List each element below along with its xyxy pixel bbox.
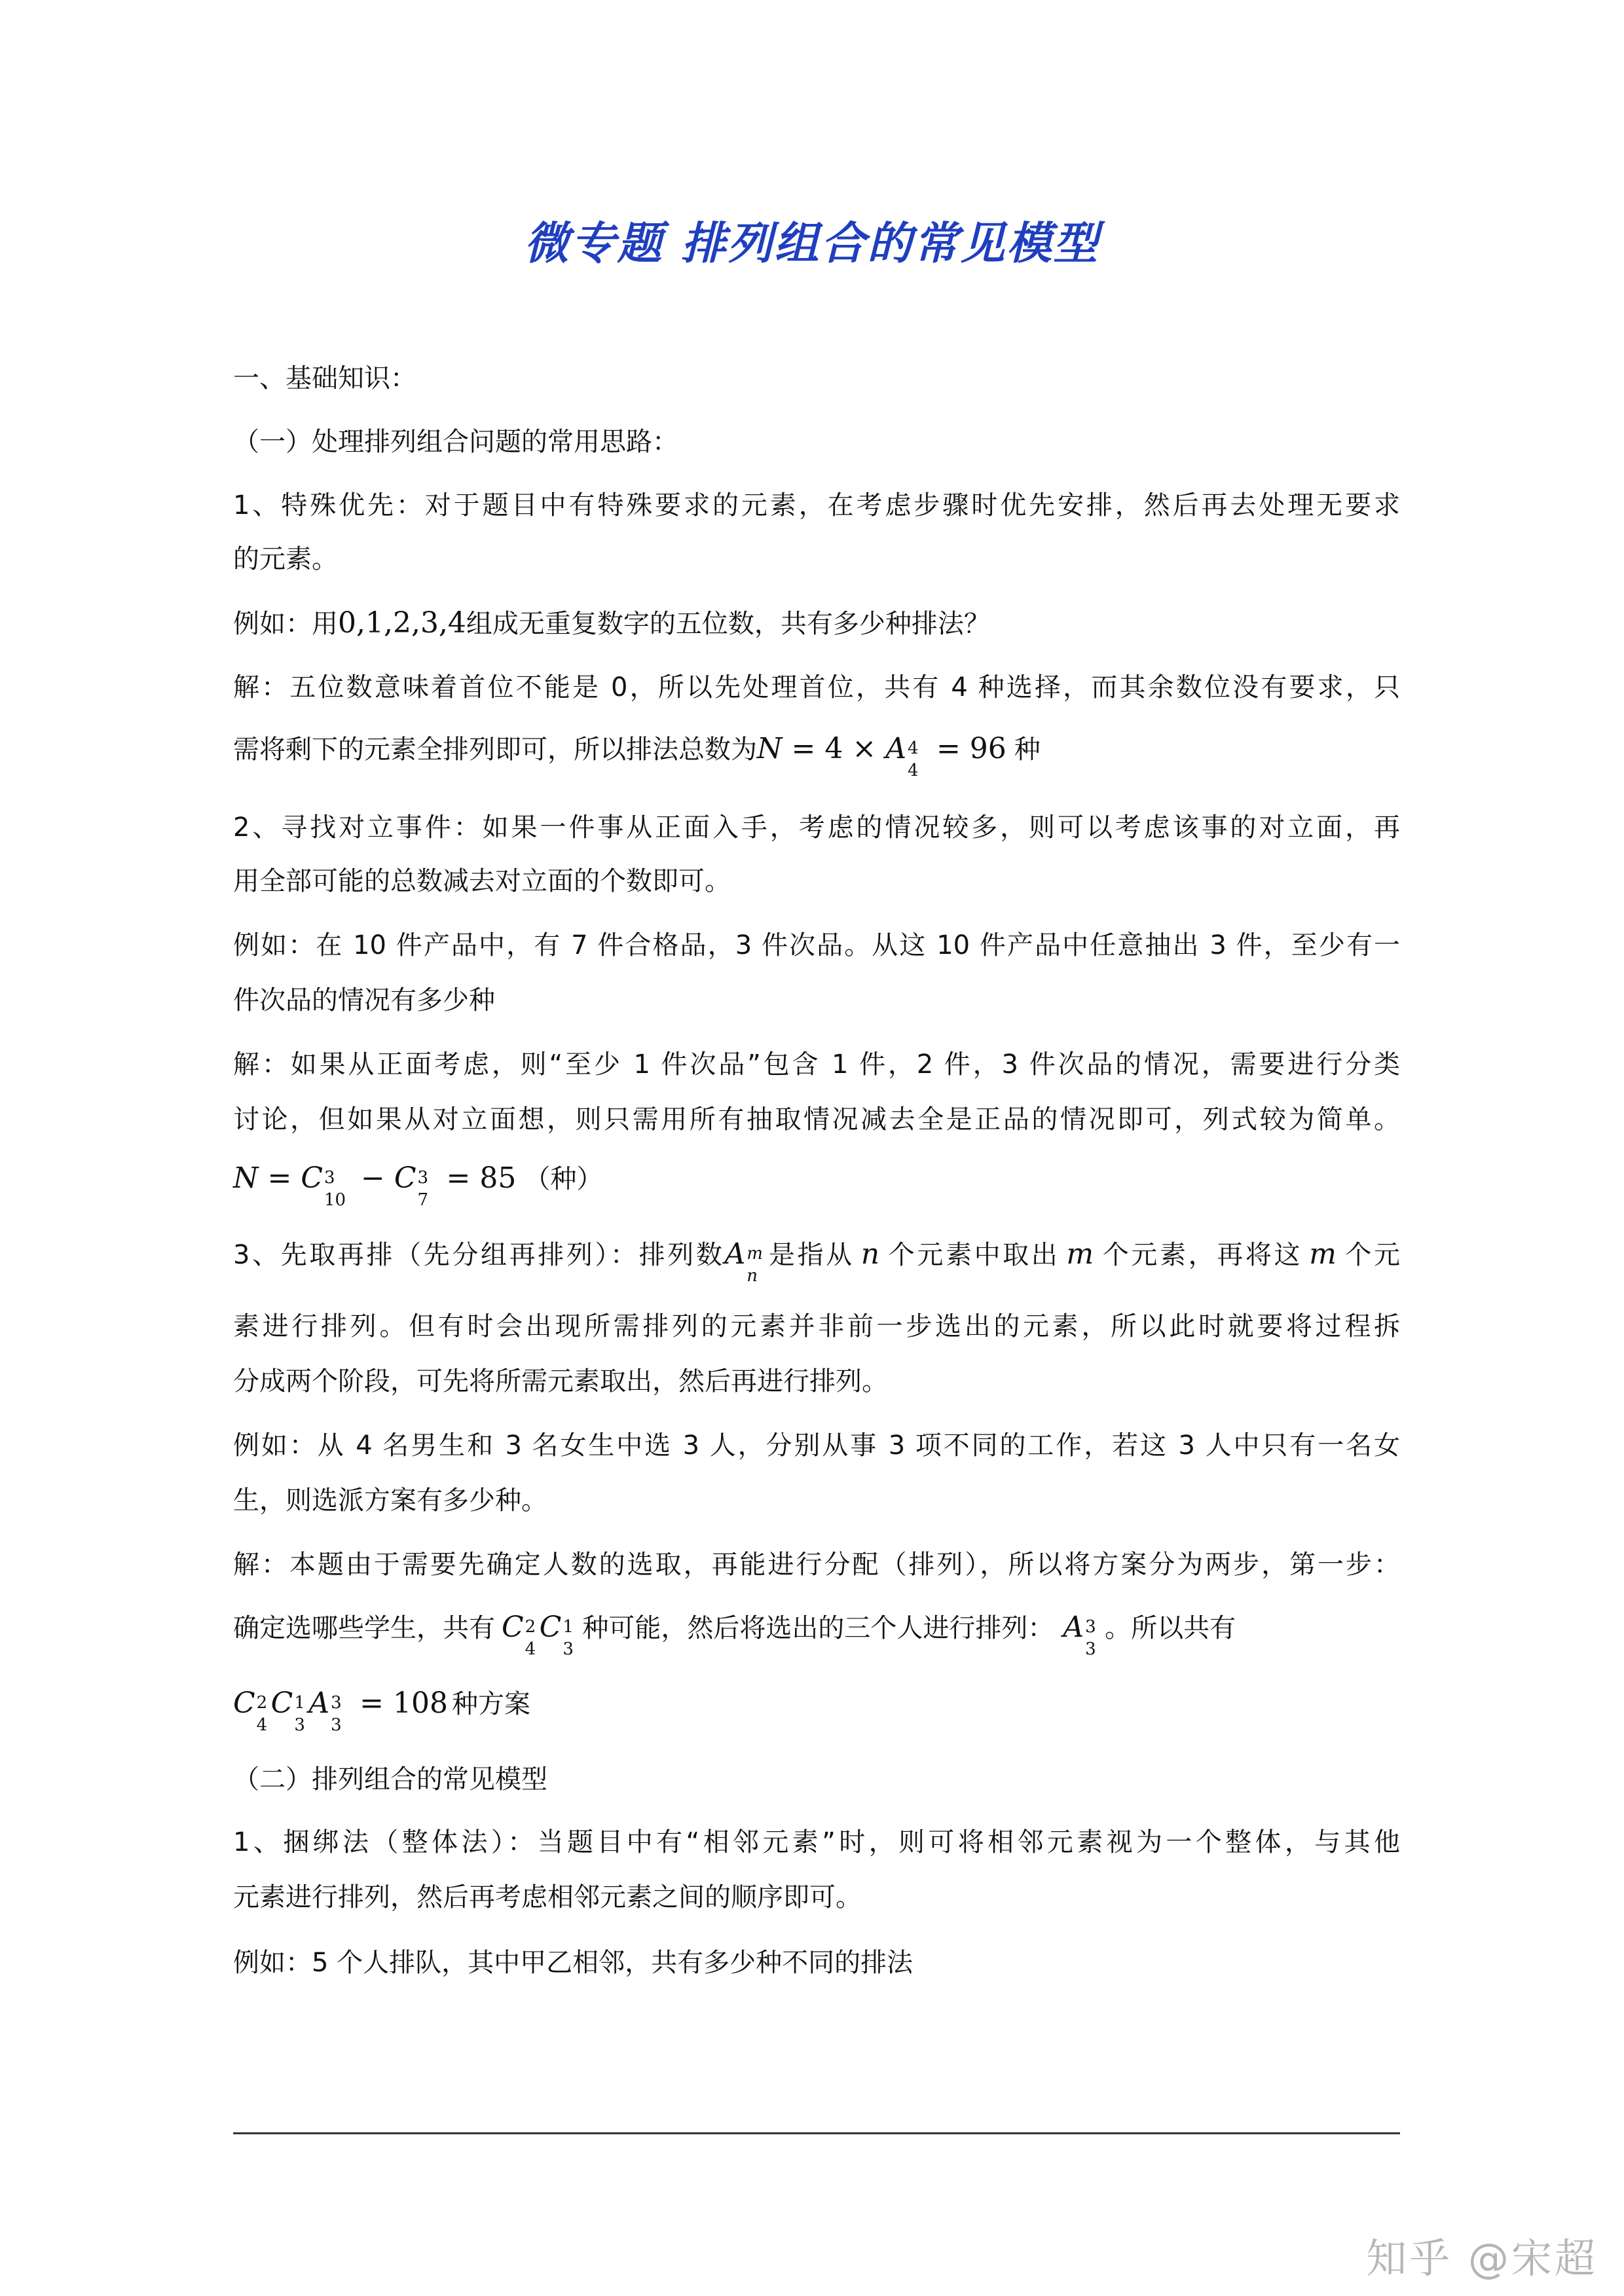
superscript: 1: [294, 1693, 305, 1713]
superscript: 3: [417, 1168, 429, 1188]
page-title: 微专题 排列组合的常见模型: [524, 217, 1100, 270]
text-run: 。所以共有: [1105, 1613, 1236, 1643]
text-run: 确定选哪些学生，共有: [233, 1613, 495, 1643]
subscript: 3: [294, 1715, 305, 1735]
paragraph-line: 的元素。: [233, 544, 338, 574]
math-script: [256, 1686, 271, 1735]
subscript: 3: [1085, 1639, 1096, 1659]
paragraph-line: 解：五位数意味着首位不能是 0，所以先处理首位，共有 4 种选择，而其余数位没有要求，只: [233, 672, 1400, 702]
superscript: 3: [1085, 1617, 1096, 1637]
superscript: m: [747, 1244, 763, 1264]
math-result: = 85: [437, 1161, 517, 1195]
math-result: = 108: [350, 1686, 448, 1720]
paragraph-line: 例如：5 个人排队，其中甲乙相邻，共有多少种不同的排法: [233, 1948, 913, 1978]
subscript: 4: [525, 1639, 536, 1659]
math-script: [525, 1610, 540, 1659]
subscript: 7: [417, 1190, 429, 1210]
subscript: 4: [907, 761, 919, 780]
watermark: 知乎 @宋超: [1366, 2234, 1598, 2282]
math-symbol: C: [270, 1686, 293, 1720]
math-symbol: n: [860, 1237, 880, 1271]
paragraph-line: 2、寻找对立事件：如果一件事从正面入手，考虑的情况较多，则可以考虑该事的对立面，再: [233, 812, 1400, 843]
math-symbol: A: [1063, 1611, 1084, 1644]
math-script: [907, 731, 927, 780]
text-run: 个元素中取出: [886, 1240, 1060, 1270]
example-line: [233, 604, 990, 644]
digit-set: 0,1,2,3,4: [338, 606, 466, 640]
math-symbol: N: [233, 1161, 259, 1195]
paragraph-line: [233, 1235, 1401, 1286]
subsection-heading-models: （二）排列组合的常见模型: [233, 1764, 547, 1795]
math-script: [747, 1237, 766, 1286]
superscript: 2: [256, 1693, 268, 1713]
math-symbol: A: [885, 732, 906, 765]
math-symbol: C: [394, 1161, 416, 1195]
superscript: 4: [907, 738, 919, 758]
footer-divider: [233, 2132, 1400, 2134]
subscript: 10: [324, 1190, 346, 1210]
paragraph-line: 1、特殊优先：对于题目中有特殊要求的元素，在考虑步骤时优先安排，然后再去处理无要求: [233, 490, 1400, 520]
math-result: = 96: [927, 732, 1006, 765]
math-symbol: C: [502, 1611, 524, 1644]
math-script: [324, 1161, 352, 1210]
superscript: 2: [525, 1617, 536, 1637]
formula-line: [233, 729, 1041, 780]
paragraph-line: 生，则选派方案有多少种。: [233, 1485, 547, 1516]
text-run: 种可能，然后将选出的三个人进行排列：: [582, 1613, 1054, 1643]
subsection-heading-approaches: （一）处理排列组合问题的常用思路：: [233, 427, 678, 457]
paragraph-line: 解：如果从正面考虑，则“至少 1 件次品”包含 1 件，2 件，3 件次品的情况，需要进行分类: [233, 1049, 1400, 1080]
superscript: 1: [563, 1617, 574, 1637]
math-symbol: A: [724, 1237, 746, 1271]
text-run: 3、先取再排（先分组再排列）：排列数: [233, 1240, 725, 1270]
paragraph-line: 例如：在 10 件产品中，有 7 件合格品，3 件次品。从这 10 件产品中任意抽出 3 件，至少有一: [233, 930, 1400, 960]
text-run: 种: [1014, 735, 1041, 765]
math-symbol: A: [308, 1686, 330, 1720]
paragraph-line: 讨论，但如果从对立面想，则只需用所有抽取情况减去全是正品的情况即可，列式较为简单。: [233, 1104, 1400, 1135]
text-run: 需将剩下的元素全排列即可，所以排法总数为: [233, 735, 757, 765]
text-run: 个元素，再将这: [1100, 1240, 1303, 1270]
math-symbol: C: [301, 1161, 323, 1195]
math-symbol: C: [539, 1611, 562, 1644]
paragraph-line: 素进行排列。但有时会出现所需排列的元素并非前一步选出的元素，所以此时就要将过程拆: [233, 1311, 1400, 1341]
section-heading-basics: 一、基础知识：: [233, 363, 416, 393]
formula-line: [233, 1159, 603, 1210]
subscript: 3: [331, 1715, 342, 1735]
paragraph-line: 件次品的情况有多少种: [233, 985, 495, 1015]
math-script: [294, 1686, 308, 1735]
math-script: [563, 1610, 582, 1659]
subscript: n: [747, 1266, 758, 1286]
math-operator: = 4 ×: [782, 732, 886, 765]
paragraph-line: 元素进行排列，然后再考虑相邻元素之间的顺序即可。: [233, 1882, 862, 1912]
math-script: [331, 1686, 350, 1735]
paragraph-line: 用全部可能的总数减去对立面的个数即可。: [233, 866, 731, 896]
paragraph-line: 解：本题由于需要先确定人数的选取，再能进行分配（排列），所以将方案分为两步，第一步：: [233, 1550, 1400, 1580]
formula-line: [233, 1684, 530, 1735]
paragraph-line: 例如：从 4 名男生和 3 名女生中选 3 人，分别从事 3 项不同的工作，若这 3 人中只有一名女: [233, 1430, 1400, 1461]
text-run: 是指从: [766, 1240, 855, 1270]
text-run: 组成无重复数字的五位数，共有多少种排法？: [466, 609, 990, 639]
text-run: （种）: [524, 1164, 603, 1194]
paragraph-line: 分成两个阶段，可先将所需元素取出，然后再进行排列。: [233, 1366, 888, 1396]
math-operator: =: [258, 1161, 301, 1195]
text-run: 例如：用: [233, 609, 338, 639]
math-script: [417, 1161, 437, 1210]
math-operator: −: [352, 1161, 394, 1195]
math-symbol: m: [1309, 1237, 1337, 1271]
math-symbol: N: [757, 732, 783, 765]
paragraph-line: 1、捆绑法（整体法）：当题目中有“相邻元素”时，则可将相邻元素视为一个整体，与其他: [233, 1827, 1400, 1857]
text-run: 个元: [1342, 1240, 1401, 1270]
paragraph-line: [233, 1608, 1236, 1659]
superscript: 3: [324, 1168, 335, 1188]
subscript: 3: [563, 1639, 574, 1659]
math-symbol: C: [233, 1686, 255, 1720]
math-script: [1085, 1610, 1105, 1659]
subscript: 4: [256, 1715, 268, 1735]
text-run: 种方案: [451, 1689, 530, 1719]
superscript: 3: [331, 1693, 342, 1713]
math-symbol: m: [1066, 1237, 1094, 1271]
